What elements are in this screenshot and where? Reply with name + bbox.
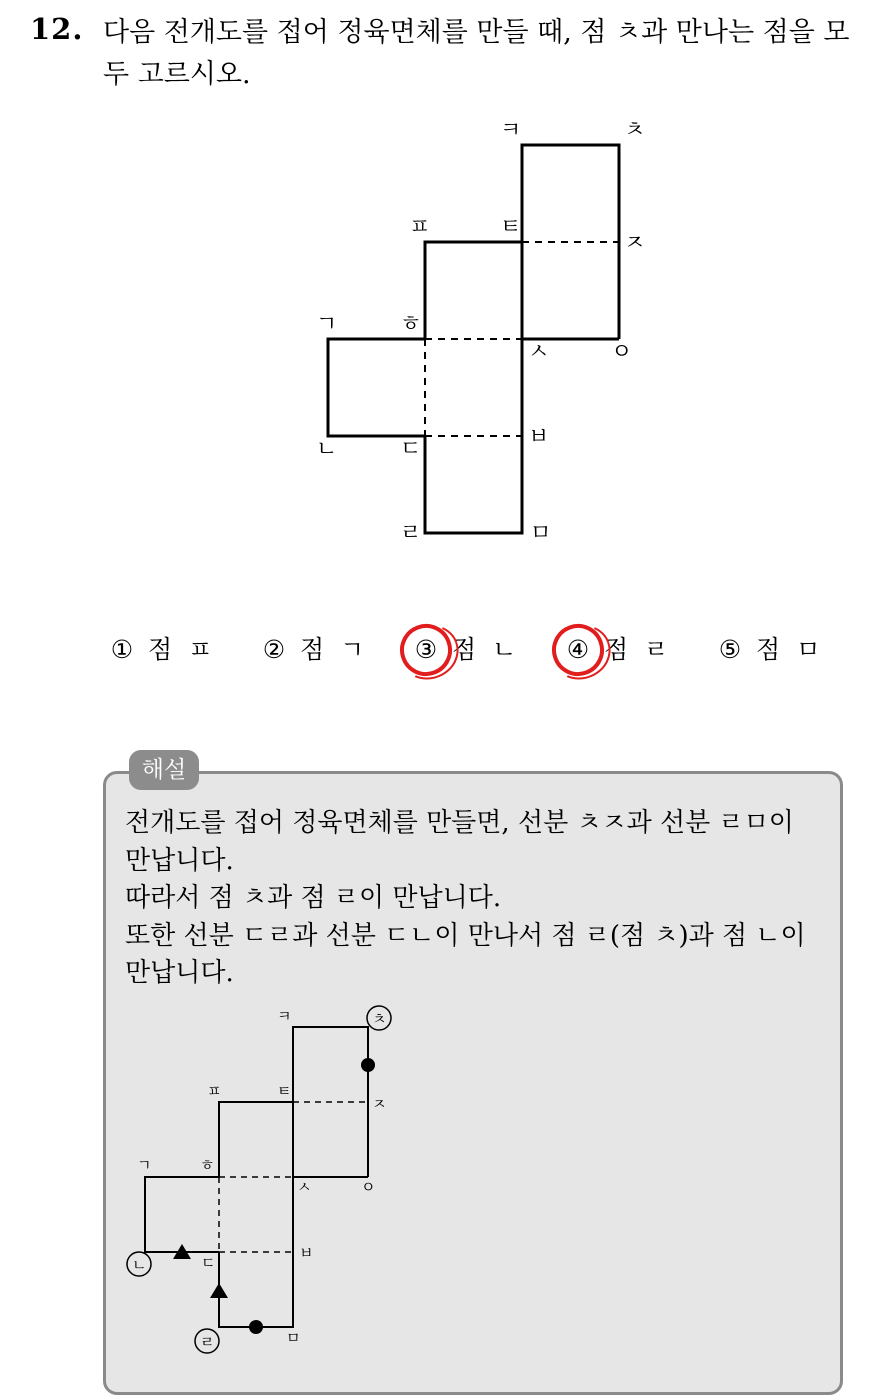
- answer-circle-mark: [545, 617, 612, 684]
- net-label-r: ㄹ: [400, 521, 422, 546]
- net-label-g: ㄱ: [316, 312, 338, 337]
- explanation-line: 만납니다.: [125, 845, 234, 876]
- choice-label: 점 ㅁ: [756, 635, 825, 664]
- explanation-tag: 해설: [129, 750, 199, 790]
- net2-label-s: ㅅ: [297, 1178, 312, 1196]
- choice-number: ③: [414, 635, 438, 664]
- net2-label-d: ㄷ: [201, 1254, 216, 1272]
- choice-number: ⑤: [718, 635, 742, 664]
- net-label-k: ㅋ: [500, 118, 522, 143]
- cube-net-diagram: [0, 0, 884, 600]
- explanation-text: [125, 805, 835, 993]
- question-number: 12.: [30, 12, 84, 46]
- choice-number: ②: [262, 635, 286, 664]
- net-label-j: ㅈ: [624, 231, 646, 256]
- net-label-b: ㅂ: [528, 425, 550, 450]
- net-label-m: ㅁ: [530, 521, 552, 546]
- net2-label-o: ㅇ: [361, 1178, 376, 1196]
- explanation-line: 또한 선분 ㄷㄹ과 선분 ㄷㄴ이 만나서 점 ㄹ(점 ㅊ)과 점 ㄴ이: [125, 920, 806, 951]
- net2-label-t: ㅌ: [277, 1082, 292, 1100]
- net-label-o: ㅇ: [611, 340, 633, 365]
- net2-label-b: ㅂ: [299, 1244, 314, 1262]
- net2-label-p: ㅍ: [207, 1082, 222, 1100]
- net-label-n: ㄴ: [316, 437, 338, 462]
- answer-circle-mark: [393, 617, 460, 684]
- choice-label: 점 ㄹ: [604, 635, 673, 664]
- choice-5[interactable]: [714, 628, 824, 672]
- net-label-p: ㅍ: [409, 215, 431, 240]
- explanation-line: 따라서 점 ㅊ과 점 ㄹ이 만납니다.: [125, 883, 502, 913]
- choice-number: ④: [566, 635, 590, 664]
- explanation-line: 전개도를 접어 정육면체를 만들면, 선분 ㅊㅈ과 선분 ㄹㅁ이: [125, 808, 794, 838]
- net2-label-k: ㅋ: [277, 1007, 292, 1025]
- net2-label-j: ㅈ: [372, 1095, 387, 1113]
- net2-label-h: ㅎ: [200, 1156, 215, 1174]
- choice-4[interactable]: [562, 628, 672, 672]
- net-label-t: ㅌ: [500, 215, 522, 240]
- net2-label-m: ㅁ: [286, 1329, 301, 1347]
- choice-3[interactable]: [410, 628, 520, 672]
- choice-label: 점 ㅍ: [148, 635, 217, 664]
- choice-1[interactable]: [106, 628, 216, 672]
- choice-label: 점 ㄱ: [300, 635, 369, 664]
- net-label-d: ㄷ: [400, 437, 422, 462]
- choice-number: ①: [110, 635, 134, 664]
- answer-choices: [0, 628, 884, 678]
- net2-label-r: ㄹ: [200, 1333, 215, 1351]
- explanation-line: 만납니다.: [125, 958, 234, 988]
- net2-label-ch: ㅊ: [372, 1010, 387, 1028]
- choice-2[interactable]: [258, 628, 368, 672]
- net-label-h: ㅎ: [400, 312, 422, 337]
- net2-label-g: ㄱ: [137, 1156, 152, 1174]
- net-label-s: ㅅ: [528, 340, 550, 365]
- net-label-ch: ㅊ: [624, 118, 646, 143]
- question-text: 다음 전개도를 접어 정육면체를 만들 때, 점 ㅊ과 만나는 점을 모두 고르시오.: [103, 17, 850, 90]
- choice-label: 점 ㄴ: [452, 635, 521, 664]
- net2-label-n: ㄴ: [132, 1256, 147, 1274]
